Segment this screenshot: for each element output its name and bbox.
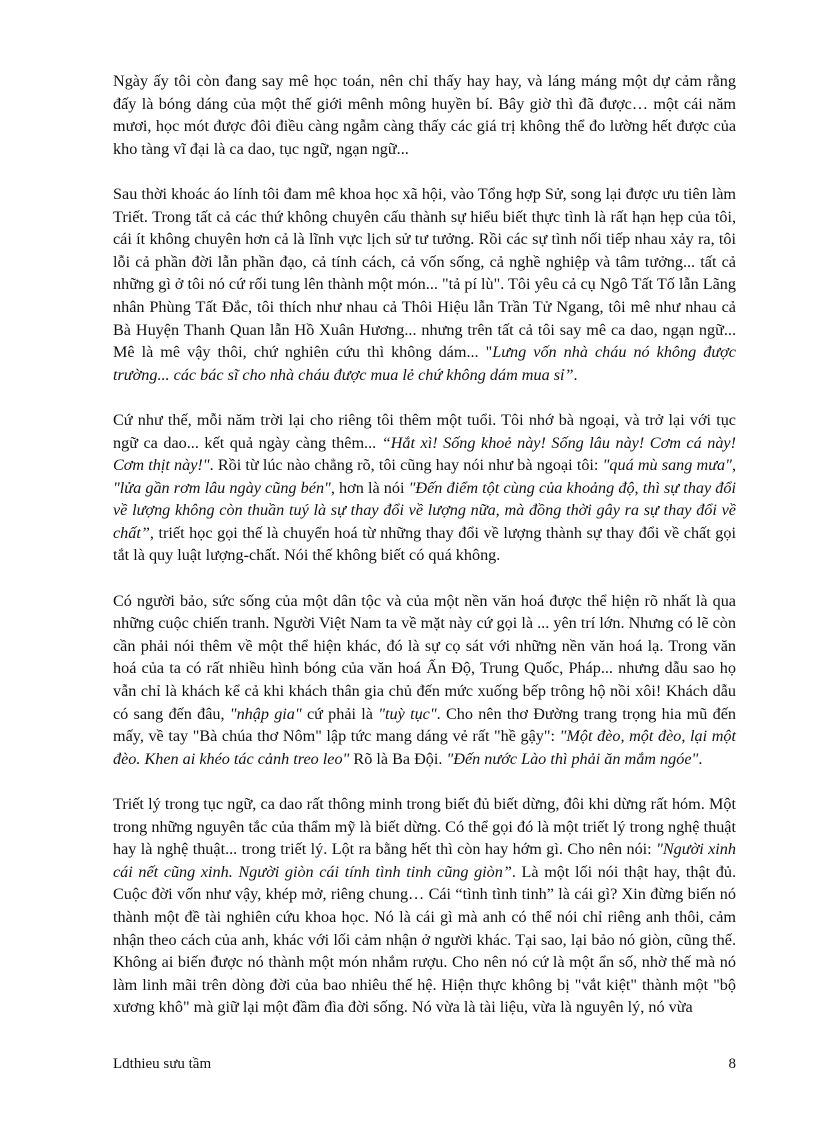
quoted-text: "tuỳ tục" — [378, 704, 437, 723]
text-run: . — [573, 365, 578, 384]
text-run: Sau thời khoác áo lính tôi đam mê khoa học xã hội, vào Tổng hợp Sử, song lại được ưu tiên làm Triết. Trong tất cả các thứ không chuyên cấu thành sự hiểu biết thực tình là rất hạn hẹp của tôi, cái ít không chuyên hơn cả là lĩnh vực lịch sử tư tưởng. Rồi các sự tình nối tiếp nhau xảy ra, tôi lỗi cả phần đời lẫn phần đạo, cả tính cách, cả vốn sống, cả nghề nghiệp và tâm tưởng... tất cả những gì ở tôi nó cứ rối tung lên thành một món... "tả pí lù". Tôi yêu cả cụ Ngô Tất Tố lẫn Lãng nhân Phùng Tất Đắc, tôi thích như nhau cả Thôi Hiệu lẫn Trần Tử Ngang, tôi mê như nhau cả Bà Huyện Thanh Quan lẫn Hồ Xuân Hương... nhưng trên tất cả tôi say mê ca dao, ngạn ngữ... Mê là mê vậy thôi, chứ nghiên cứu thì không dám... " — [113, 184, 736, 362]
text-run: . Rồi từ lúc nào chẳng rõ, tôi cũng hay nói như bà ngoại tôi: — [209, 456, 603, 475]
text-run: , triết học gọi thế là chuyển hoá từ những thay đổi về lượng thành sự thay đổi về chất gọi tắt là quy luật lượng-chất. Nói thế không biết có quá không. — [113, 523, 736, 565]
quoted-text: "nhập gia" — [229, 704, 302, 723]
text-run: , — [731, 456, 737, 475]
paragraph — [113, 793, 736, 1019]
quoted-text: "Đến điểm tột cùng của khoảng độ, thì sự thay đổi về lượng không còn thuần tuý là sự thay đổi về lượng nữa, mà đồng thời gây ra sự thay đổi về chất” — [113, 478, 736, 542]
quoted-text: "Người xinh cái nết cũng xinh. Người giòn cái tính tình tinh cũng giòn” — [113, 840, 736, 881]
quoted-text: "Một đèo, một đèo, lại một đèo. Khen ai khéo tác cảnh treo leo" — [113, 727, 736, 768]
paragraph — [113, 409, 736, 567]
footer-source: Ldthieu sưu tầm — [113, 1056, 212, 1072]
text-run: Triết lý trong tục ngữ, ca dao rất thông minh trong biết đủ biết dừng, đôi khi dừng rất hóm. Một trong những nguyên tắc của thẩm mỹ là biết dừng. Có thể gọi đó là một triết lý trong nghệ thuật hay là nghệ thuật... trong triết lý. Lột ra bằng hết thì còn hay hớm gì. Cho nên nói: — [113, 795, 736, 859]
paragraph — [113, 183, 736, 386]
text-run: cứ phải là — [301, 704, 379, 723]
quoted-text: "quá mù sang mưa" — [602, 456, 732, 475]
quoted-text: “Hắt xì! Sống khoẻ này! Sống lâu này! Cơm cá này! Cơm thịt này!" — [113, 433, 736, 475]
quoted-text: Lưng vốn nhà cháu nó không được trường... các bác sĩ cho nhà cháu được mua lẻ chứ không dám mua sỉ” — [113, 343, 736, 384]
text-run: . Là một lối nói thật hay, thật đủ. Cuộc đời vốn như vậy, khép mở, riêng chung… Cái “tình tình tinh” là cái gì? Xin đừng biến nó thành một đề tài nghiên cứu khoa học. Nó là cái gì mà anh có thể nói chỉ riêng anh thôi, cảm nhận theo cách của anh, khác với lối cảm nhận ở người khác. Tại sao, lại bảo nó giòn, cũng thế. Không ai biến được nó thành một món nhắm rượu. Cho nên nó cứ là một ẩn số, nhờ thế mà nó làm linh mãi trên dòng đời của bao nhiêu thế hệ. Hiện thực không bị "vắt kiệt" thành một "bộ xương khô" mà giữ lại một đầm đìa đời sống. Nó vừa là tài liệu, vừa là nguyên lý, nó vừa — [113, 862, 736, 1017]
text-run: Có người bảo, sức sống của một dân tộc và của một nền văn hoá được thể hiện rõ nhất là qua những cuộc chiến tranh. Người Việt Nam ta về mặt này cứ gọi là ... yên trí lớn. Nhưng có lẽ còn cần phải nói thêm về một thể hiện khác, đó là sự cọ sát với những nền văn hoá lạ. Trong văn hoá của ta có rất nhiều hình bóng của văn hoá Ấn Độ, Trung Quốc, Pháp... nhưng dẫu sao họ vẫn chỉ là khách kể cả khi khách thân gia chủ đến mức xuống bếp trông hộ nồi xôi! Khách dẫu có sang đến đâu, — [113, 591, 736, 723]
text-run: . — [698, 749, 703, 768]
quoted-text: "lửa gần rơm lâu ngày cũng bén" — [113, 478, 331, 497]
text-run: Cứ như thế, mỗi năm trời lại cho riêng tôi thêm một tuổi. Tôi nhớ bà ngoại, và trở lại với tục ngữ ca dao... kết quả ngày càng thêm... — [113, 410, 736, 452]
text-run: Rõ là Ba Đội. — [349, 749, 447, 768]
page-number: 8 — [728, 1056, 736, 1072]
text-run: , hơn là nói — [330, 478, 409, 497]
page-footer — [113, 1054, 736, 1074]
paragraph — [113, 70, 736, 160]
text-run: Ngày ấy tôi còn đang say mê học toán, nên chỉ thấy hay hay, và láng máng một dự cảm rằng đấy là bóng dáng của một thế giới mênh mông huyền bí. Bây giờ thì đã được… một cái năm mươi, học mót được đôi điều càng ngẫm càng thấy các giá trị không thể đo lường hết được của kho tàng vĩ đại là ca dao, tục ngữ, ngạn ngữ... — [113, 72, 736, 158]
quoted-text: "Đến nước Lào thì phải ăn mắm ngóe" — [446, 749, 699, 768]
text-run: . Cho nên thơ Đường trang trọng hia mũ đến mấy, về tay "Bà chúa thơ Nôm" lập tức mang dáng vẻ rất "hề gậy": — [113, 704, 737, 746]
document-body — [113, 70, 736, 1042]
paragraph — [113, 590, 736, 771]
